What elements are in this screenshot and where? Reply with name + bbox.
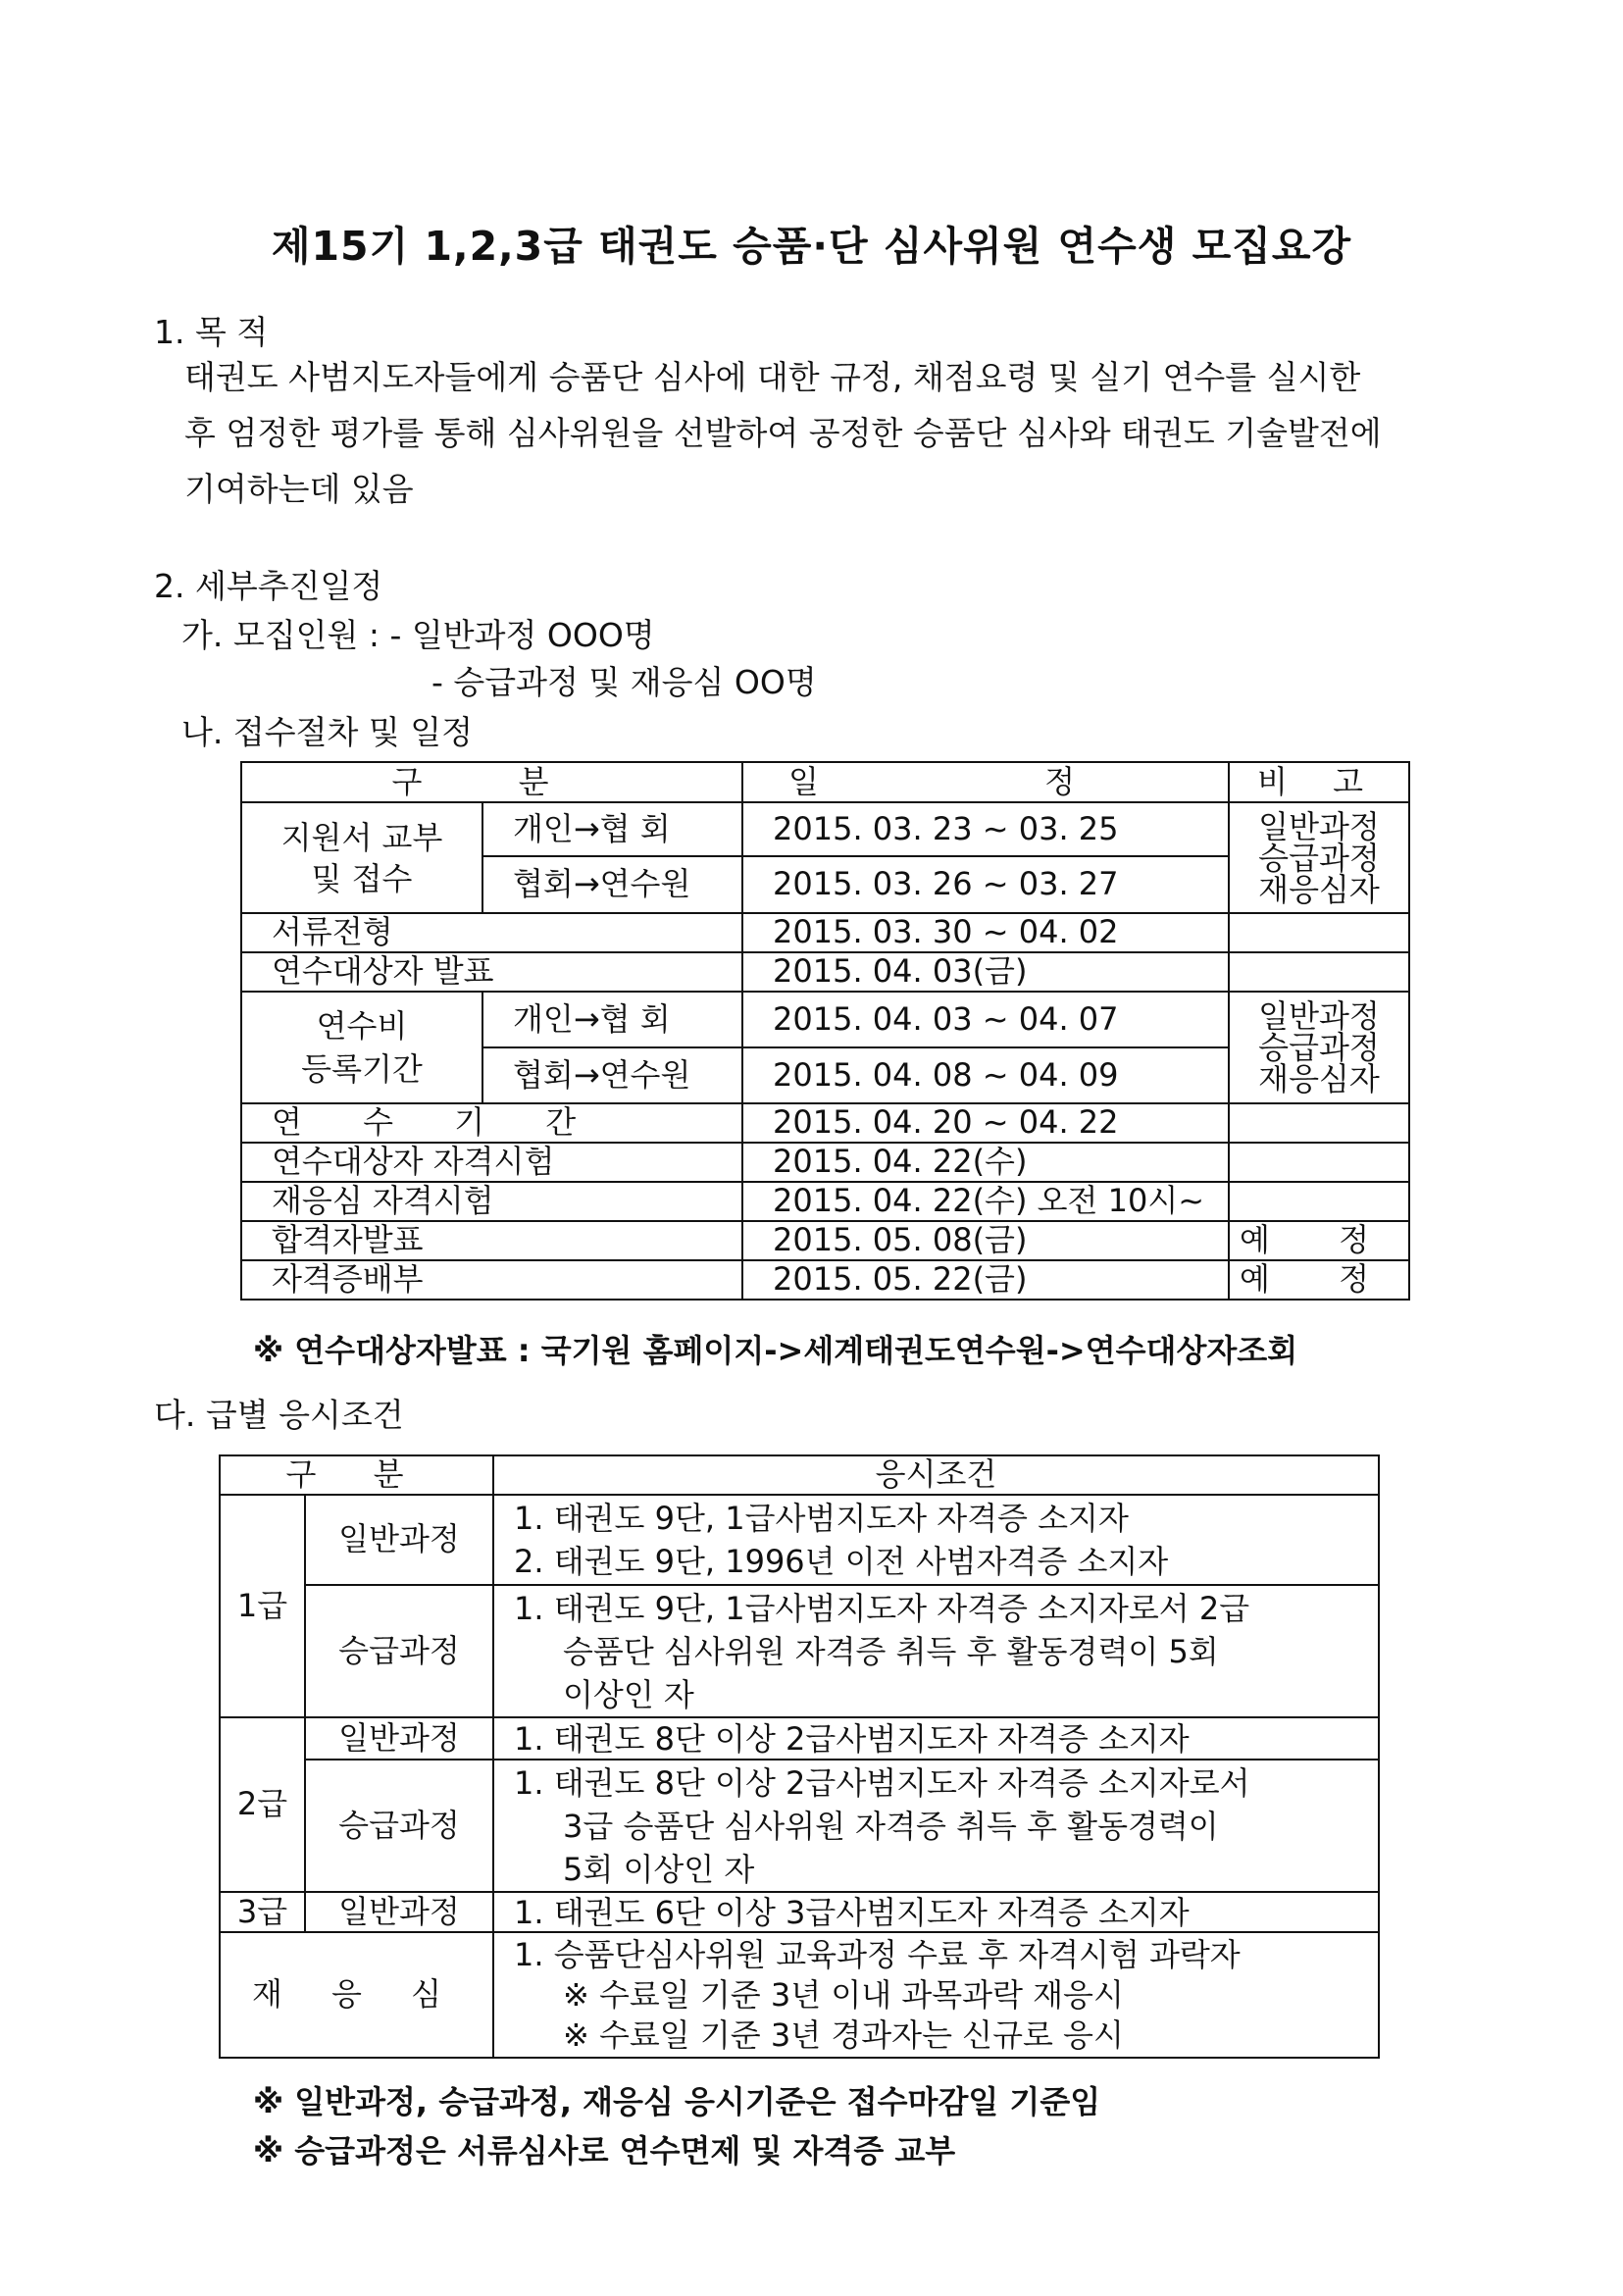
page-title: 제15기 1,2,3급 태권도 승품·단 심사위원 연수생 모집요강	[271, 223, 1352, 270]
row-sub-category: 개인→협 회	[482, 992, 742, 1047]
condition-cell	[493, 1760, 1379, 1892]
footnote: ※ 일반과정, 승급과정, 재응심 응시기준은 접수마감일 기준임	[253, 2083, 1101, 2120]
table-row	[241, 992, 1409, 1047]
row-remark	[1229, 952, 1409, 992]
grade-label: 3급	[220, 1892, 305, 1932]
schedule-header-row	[241, 762, 1409, 802]
row-date: 2015. 04. 20 ~ 04. 22	[742, 1103, 1229, 1143]
row-remark: 일반과정 승급과정 재응심자	[1229, 802, 1409, 913]
condition-line: 승품단 심사위원 자격증 취득 후 활동경력이 5회	[563, 1632, 1219, 1670]
table-row	[241, 1143, 1409, 1182]
purpose-line: 기여하는데 있음	[184, 470, 414, 508]
row-date: 2015. 04. 03(금)	[742, 952, 1229, 992]
row-sub-category: 협회→연수원	[482, 856, 742, 913]
row-date: 2015. 04. 22(수)	[742, 1143, 1229, 1182]
table-row	[241, 802, 1409, 856]
condition-cell	[493, 1892, 1379, 1932]
section-purpose-heading: 1. 목 적	[154, 313, 269, 351]
condition-cell	[493, 1717, 1379, 1760]
row-remark	[1229, 1143, 1409, 1182]
row-category: 연 수 기 간	[241, 1103, 742, 1143]
row-category: 연수대상자 자격시험	[241, 1143, 742, 1182]
header-category: 구 분	[220, 1455, 493, 1495]
row-remark: 예 정	[1229, 1260, 1409, 1300]
table-row	[220, 1892, 1379, 1932]
row-remark	[1229, 1103, 1409, 1143]
condition-line: 1. 태권도 9단, 1급사범지도자 자격증 소지자	[514, 1500, 1129, 1537]
condition-cell	[493, 1585, 1379, 1717]
conditions-table	[219, 1454, 1380, 2059]
condition-line: 1. 태권도 8단 이상 2급사범지도자 자격증 소지자	[514, 1719, 1190, 1758]
header-schedule: 일 정	[742, 762, 1229, 802]
schedule-table	[240, 761, 1410, 1301]
grade-label: 2급	[220, 1717, 305, 1892]
table-row	[241, 952, 1409, 992]
table-row	[220, 1585, 1379, 1717]
condition-line: 1. 태권도 6단 이상 3급사범지도자 자격증 소지자	[514, 1893, 1190, 1931]
row-sub-category: 협회→연수원	[482, 1047, 742, 1103]
row-date: 2015. 03. 26 ~ 03. 27	[742, 856, 1229, 913]
row-remark	[1229, 1182, 1409, 1221]
condition-cell	[493, 1932, 1379, 2058]
retake-label: 재 응 심	[220, 1932, 493, 2058]
conditions-header-row	[220, 1455, 1379, 1495]
row-category: 연수대상자 발표	[241, 952, 742, 992]
table-row	[220, 1760, 1379, 1892]
row-category: 자격증배부	[241, 1260, 742, 1300]
row-date: 2015. 04. 08 ~ 04. 09	[742, 1047, 1229, 1103]
condition-line: 5회 이상인 자	[563, 1850, 755, 1888]
recruit-count-line1: 가. 모집인원 : - 일반과정 OOO명	[181, 616, 655, 654]
condition-line: 1. 태권도 9단, 1급사범지도자 자격증 소지자로서 2급	[514, 1589, 1250, 1627]
condition-cell	[493, 1495, 1379, 1585]
condition-line: 1. 태권도 8단 이상 2급사범지도자 자격증 소지자로서	[514, 1763, 1250, 1802]
section-conditions-heading: 다. 급별 응시조건	[154, 1396, 404, 1434]
course-label: 일반과정	[305, 1495, 493, 1585]
procedure-heading: 나. 접수절차 및 일정	[181, 713, 473, 751]
row-date: 2015. 04. 22(수) 오전 10시~	[742, 1182, 1229, 1221]
row-category: 합격자발표	[241, 1221, 742, 1260]
table-row	[241, 1221, 1409, 1260]
row-category: 재응심 자격시험	[241, 1182, 742, 1221]
grade-label: 1급	[220, 1495, 305, 1717]
table-row	[241, 1103, 1409, 1143]
row-category: 서류전형	[241, 913, 742, 952]
table-row	[220, 1495, 1379, 1585]
row-category: 지원서 교부 및 접수	[241, 802, 482, 913]
row-remark: 예 정	[1229, 1221, 1409, 1260]
recruit-count-line2: - 승급과정 및 재응심 OO명	[431, 663, 817, 701]
condition-line: ※ 수료일 기준 3년 이내 과목과락 재응시	[563, 1975, 1124, 2014]
condition-line: 이상인 자	[563, 1675, 694, 1713]
section-schedule-heading: 2. 세부추진일정	[154, 567, 383, 605]
row-date: 2015. 03. 23 ~ 03. 25	[742, 802, 1229, 856]
purpose-line: 태권도 사범지도자들에게 승품단 심사에 대한 규정, 채점요령 및 실기 연수를 실시한	[184, 358, 1361, 396]
course-label: 승급과정	[305, 1760, 493, 1892]
row-remark: 일반과정 승급과정 재응심자	[1229, 992, 1409, 1103]
course-label: 일반과정	[305, 1717, 493, 1760]
table-row	[241, 1260, 1409, 1300]
row-date: 2015. 05. 22(금)	[742, 1260, 1229, 1300]
header-remark: 비 고	[1229, 762, 1409, 802]
table-row	[241, 1182, 1409, 1221]
condition-line: 2. 태권도 9단, 1996년 이전 사범자격증 소지자	[514, 1543, 1169, 1580]
condition-line: ※ 수료일 기준 3년 경과자는 신규로 응시	[563, 2015, 1124, 2054]
purpose-line: 후 엄정한 평가를 통해 심사위원을 선발하여 공정한 승품단 심사와 태권도 기술발전에	[184, 414, 1382, 452]
condition-line: 1. 승품단심사위원 교육과정 수료 후 자격시험 과락자	[514, 1935, 1241, 1973]
row-date: 2015. 04. 03 ~ 04. 07	[742, 992, 1229, 1047]
table-row	[220, 1932, 1379, 2058]
schedule-note: ※ 연수대상자발표 : 국기원 홈페이지->세계태권도연수원->연수대상자조회	[253, 1332, 1298, 1369]
header-condition: 응시조건	[493, 1455, 1379, 1495]
header-category: 구 분	[241, 762, 742, 802]
row-remark	[1229, 913, 1409, 952]
row-category: 연수비 등록기간	[241, 992, 482, 1103]
purpose-paragraph	[184, 349, 1518, 517]
course-label: 일반과정	[305, 1892, 493, 1932]
course-label: 승급과정	[305, 1585, 493, 1717]
row-date: 2015. 03. 30 ~ 04. 02	[742, 913, 1229, 952]
row-date: 2015. 05. 08(금)	[742, 1221, 1229, 1260]
table-row	[220, 1717, 1379, 1760]
footnote: ※ 승급과정은 서류심사로 연수면제 및 자격증 교부	[253, 2132, 956, 2169]
table-row	[241, 913, 1409, 952]
condition-line: 3급 승품단 심사위원 자격증 취득 후 활동경력이	[563, 1807, 1219, 1845]
row-sub-category: 개인→협 회	[482, 802, 742, 856]
